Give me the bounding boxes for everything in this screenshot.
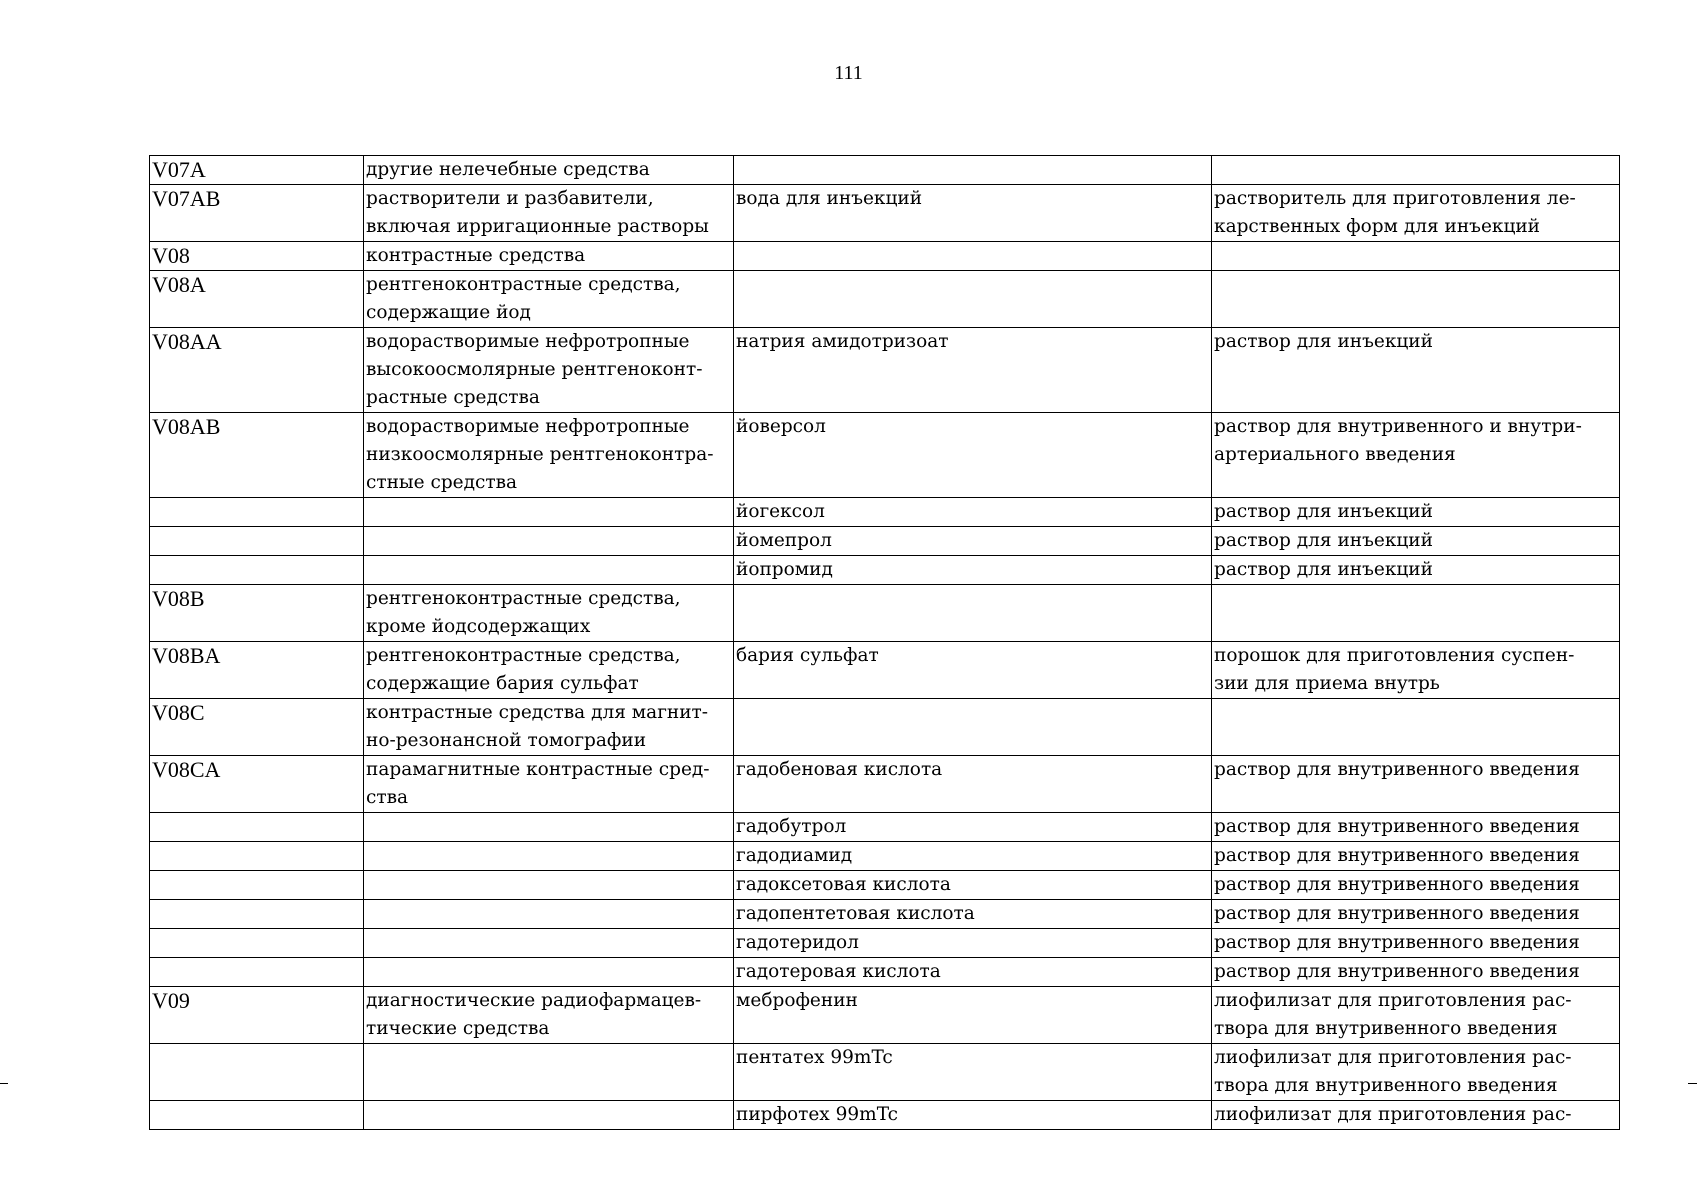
table-row bbox=[150, 527, 1620, 556]
atc-code-cell bbox=[150, 900, 364, 929]
drug-name-cell: натрия амидотризоат bbox=[734, 328, 1212, 413]
group-name-cell bbox=[364, 498, 734, 527]
group-name-cell: другие нелечебные средства bbox=[364, 156, 734, 185]
dosage-form-cell: раствор для внутривенного введения bbox=[1212, 929, 1620, 958]
drug-name-cell: вода для инъекций bbox=[734, 185, 1212, 242]
table-row bbox=[150, 585, 1620, 642]
drug-name-cell bbox=[734, 156, 1212, 185]
table-row bbox=[150, 958, 1620, 987]
atc-code-cell bbox=[150, 1101, 364, 1130]
table-row bbox=[150, 271, 1620, 328]
dosage-form-cell: лиофилизат для приготовления рас- твора для внутривенного введения bbox=[1212, 987, 1620, 1044]
page-number: 111 bbox=[834, 62, 863, 84]
dosage-form-cell: раствор для внутривенного и внутри- артериального введения bbox=[1212, 413, 1620, 498]
group-name-cell bbox=[364, 842, 734, 871]
atc-code-cell: V07AB bbox=[150, 185, 364, 242]
atc-code-cell: V08 bbox=[150, 242, 364, 271]
drug-name-cell: гадотеридол bbox=[734, 929, 1212, 958]
drug-name-cell bbox=[734, 242, 1212, 271]
dosage-form-cell: раствор для внутривенного введения bbox=[1212, 871, 1620, 900]
table-row bbox=[150, 1044, 1620, 1101]
group-name-cell bbox=[364, 900, 734, 929]
atc-code-cell bbox=[150, 929, 364, 958]
table-row bbox=[150, 498, 1620, 527]
dosage-form-cell: раствор для внутривенного введения bbox=[1212, 842, 1620, 871]
table-row bbox=[150, 156, 1620, 185]
table-row bbox=[150, 185, 1620, 242]
right-margin-mark bbox=[1688, 1083, 1697, 1084]
table-row bbox=[150, 929, 1620, 958]
dosage-form-cell: раствор для внутривенного введения bbox=[1212, 813, 1620, 842]
drug-name-cell bbox=[734, 585, 1212, 642]
drug-name-cell: гадодиамид bbox=[734, 842, 1212, 871]
table-row bbox=[150, 328, 1620, 413]
atc-code-cell: V09 bbox=[150, 987, 364, 1044]
atc-code-cell: V08AA bbox=[150, 328, 364, 413]
group-name-cell: диагностические радиофармацев- тические средства bbox=[364, 987, 734, 1044]
atc-code-cell: V08AB bbox=[150, 413, 364, 498]
group-name-cell: контрастные средства для магнит- но-резонансной томографии bbox=[364, 699, 734, 756]
group-name-cell: растворители и разбавители, включая ирригационные растворы bbox=[364, 185, 734, 242]
atc-code-cell: V08C bbox=[150, 699, 364, 756]
group-name-cell bbox=[364, 929, 734, 958]
drug-name-cell: йомепрол bbox=[734, 527, 1212, 556]
dosage-form-cell bbox=[1212, 271, 1620, 328]
table-row bbox=[150, 556, 1620, 585]
drug-name-cell: гадоксетовая кислота bbox=[734, 871, 1212, 900]
left-margin-mark bbox=[0, 1083, 8, 1084]
atc-code-cell bbox=[150, 1044, 364, 1101]
group-name-cell: рентгеноконтрастные средства, содержащие йод bbox=[364, 271, 734, 328]
atc-code-cell bbox=[150, 527, 364, 556]
atc-code-cell bbox=[150, 842, 364, 871]
atc-code-cell bbox=[150, 556, 364, 585]
dosage-form-cell: лиофилизат для приготовления рас- bbox=[1212, 1101, 1620, 1130]
dosage-form-cell: раствор для инъекций bbox=[1212, 527, 1620, 556]
drug-name-cell: пентатех 99mTc bbox=[734, 1044, 1212, 1101]
drug-name-cell: бария сульфат bbox=[734, 642, 1212, 699]
dosage-form-cell: раствор для инъекций bbox=[1212, 328, 1620, 413]
group-name-cell bbox=[364, 813, 734, 842]
dosage-form-cell bbox=[1212, 585, 1620, 642]
table-row bbox=[150, 842, 1620, 871]
dosage-form-cell bbox=[1212, 699, 1620, 756]
atc-code-cell: V07A bbox=[150, 156, 364, 185]
group-name-cell bbox=[364, 1101, 734, 1130]
table-row bbox=[150, 699, 1620, 756]
dosage-form-cell: раствор для внутривенного введения bbox=[1212, 756, 1620, 813]
group-name-cell bbox=[364, 871, 734, 900]
drug-name-cell: гадотеровая кислота bbox=[734, 958, 1212, 987]
drug-name-cell bbox=[734, 699, 1212, 756]
group-name-cell: рентгеноконтрастные средства, кроме йодсодержащих bbox=[364, 585, 734, 642]
drug-classification-table bbox=[149, 155, 1620, 1130]
table-row bbox=[150, 987, 1620, 1044]
dosage-form-cell: раствор для внутривенного введения bbox=[1212, 958, 1620, 987]
drug-name-cell: гадобутрол bbox=[734, 813, 1212, 842]
table-row bbox=[150, 900, 1620, 929]
group-name-cell: рентгеноконтрастные средства, содержащие бария сульфат bbox=[364, 642, 734, 699]
group-name-cell bbox=[364, 958, 734, 987]
atc-code-cell bbox=[150, 958, 364, 987]
dosage-form-cell: лиофилизат для приготовления рас- твора для внутривенного введения bbox=[1212, 1044, 1620, 1101]
table-row bbox=[150, 756, 1620, 813]
dosage-form-cell: растворитель для приготовления ле- карственных форм для инъекций bbox=[1212, 185, 1620, 242]
dosage-form-cell: раствор для инъекций bbox=[1212, 556, 1620, 585]
table-row bbox=[150, 871, 1620, 900]
table-row bbox=[150, 242, 1620, 271]
group-name-cell bbox=[364, 527, 734, 556]
drug-name-cell: йоверсол bbox=[734, 413, 1212, 498]
atc-code-cell: V08CA bbox=[150, 756, 364, 813]
table-row bbox=[150, 1101, 1620, 1130]
drug-name-cell: пирфотех 99mTc bbox=[734, 1101, 1212, 1130]
atc-code-cell: V08BA bbox=[150, 642, 364, 699]
drug-name-cell: гадопентетовая кислота bbox=[734, 900, 1212, 929]
atc-code-cell: V08B bbox=[150, 585, 364, 642]
dosage-form-cell bbox=[1212, 242, 1620, 271]
table-row bbox=[150, 813, 1620, 842]
atc-code-cell bbox=[150, 813, 364, 842]
group-name-cell: водорастворимые нефротропные высокоосмолярные рентгеноконт- растные средства bbox=[364, 328, 734, 413]
dosage-form-cell: раствор для внутривенного введения bbox=[1212, 900, 1620, 929]
atc-code-cell bbox=[150, 871, 364, 900]
table-row bbox=[150, 642, 1620, 699]
drug-name-cell: йопромид bbox=[734, 556, 1212, 585]
dosage-form-cell: порошок для приготовления суспен- зии для приема внутрь bbox=[1212, 642, 1620, 699]
atc-code-cell bbox=[150, 498, 364, 527]
group-name-cell bbox=[364, 556, 734, 585]
group-name-cell: контрастные средства bbox=[364, 242, 734, 271]
table-body bbox=[150, 156, 1620, 1130]
atc-code-cell: V08A bbox=[150, 271, 364, 328]
group-name-cell: водорастворимые нефротропные низкоосмолярные рентгеноконтра- стные средства bbox=[364, 413, 734, 498]
drug-name-cell: меброфенин bbox=[734, 987, 1212, 1044]
drug-name-cell: гадобеновая кислота bbox=[734, 756, 1212, 813]
drug-name-cell: йогексол bbox=[734, 498, 1212, 527]
dosage-form-cell: раствор для инъекций bbox=[1212, 498, 1620, 527]
table-row bbox=[150, 413, 1620, 498]
group-name-cell bbox=[364, 1044, 734, 1101]
group-name-cell: парамагнитные контрастные сред- ства bbox=[364, 756, 734, 813]
dosage-form-cell bbox=[1212, 156, 1620, 185]
drug-name-cell bbox=[734, 271, 1212, 328]
